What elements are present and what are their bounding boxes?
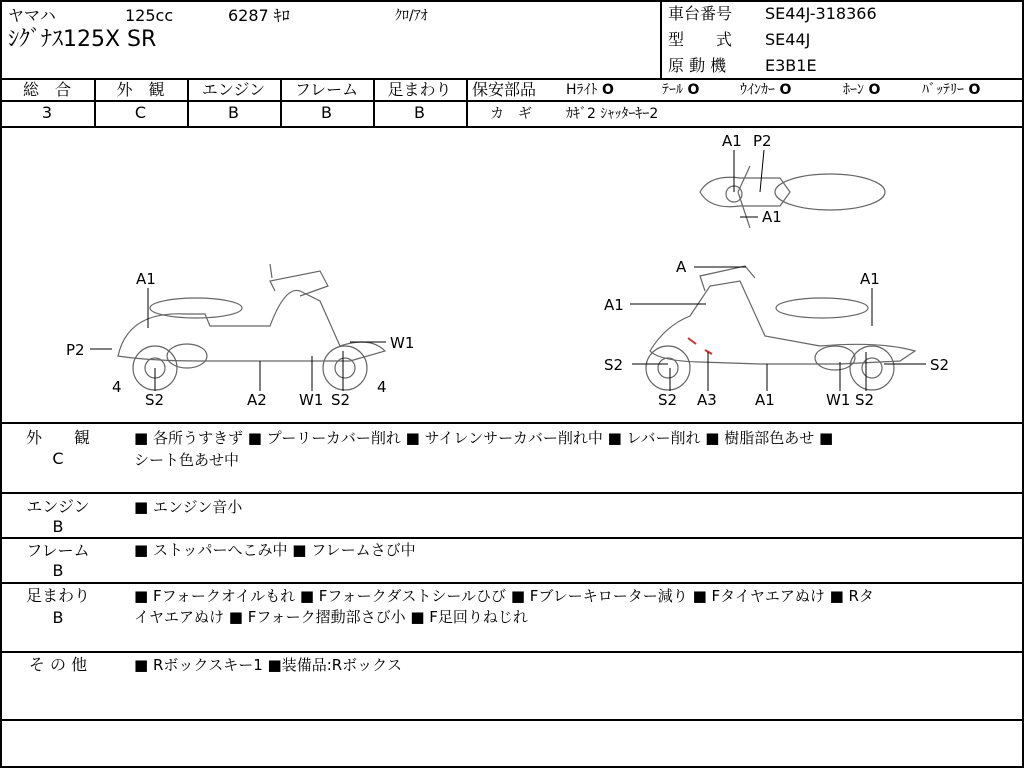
scooter-top-view <box>700 166 885 228</box>
displacement: 125cc <box>125 6 174 25</box>
leader-lines <box>90 150 926 391</box>
note-grade-engine: B <box>52 517 64 536</box>
rule <box>0 492 1024 494</box>
chassis-value: SE44J-318366 <box>765 4 877 23</box>
scooter-left-view <box>118 264 385 390</box>
note-grade-exterior: C <box>52 449 64 468</box>
engine-value: E3B1E <box>765 56 817 75</box>
model-name: ｼｸﾞﾅｽ125X SR <box>8 27 157 52</box>
rule <box>0 651 1024 653</box>
label-right-a1c: A1 <box>860 270 880 288</box>
grade-value-exterior: C <box>134 103 147 122</box>
safety-item: Hﾗｲﾄ O <box>566 82 614 98</box>
rule <box>0 422 1024 424</box>
label-right-a1b: A1 <box>755 391 775 409</box>
label-left-a2: A2 <box>247 391 267 409</box>
mileage: 6287 ｷﾛ <box>228 6 290 25</box>
note-label-frame: フレーム <box>26 541 90 560</box>
label-right-w1: W1 <box>826 391 851 409</box>
note-text-exterior: ■ 各所うすきず ■ プーリーカバー削れ ■ サイレンサーカバー削れ中 ■ レバー削れ ■ 樹脂部色あせ ■ <box>134 429 834 447</box>
label-left-s2b: S2 <box>331 391 351 409</box>
grade-label-suspension: 足まわり <box>387 80 452 99</box>
label-left-4: 4 <box>112 378 122 396</box>
label-top-a1: A1 <box>722 132 742 150</box>
note-text-suspension: ■ Fフォークオイルもれ ■ Fフォークダストシールひび ■ Fブレーキローター減り ■ Fタイヤエアぬけ ■ Rタ <box>134 587 874 605</box>
color: ｸﾛ/ｱｵ <box>395 8 428 24</box>
note-text-other: ■ Rボックスキー1 ■装備品:Rボックス <box>134 656 403 674</box>
label-right-a1: A1 <box>604 296 624 314</box>
rule <box>0 719 1024 721</box>
label-right-s2b: S2 <box>658 391 678 409</box>
grade-value-suspension: B <box>414 103 425 122</box>
grade-label-engine: エンジン <box>201 80 266 99</box>
rule <box>467 100 1024 102</box>
label-right-a3: A3 <box>697 391 717 409</box>
note-text-suspension-2: イヤエアぬけ ■ Fフォーク摺動部さび小 ■ F足回りねじれ <box>134 608 528 626</box>
note-label-exterior: 外 観 <box>25 428 90 447</box>
note-text-exterior-2: シート色あせ中 <box>134 451 240 469</box>
damage-marks <box>688 338 712 354</box>
maker: ヤマハ <box>8 6 56 25</box>
note-grade-suspension: B <box>52 608 64 627</box>
grade-label-frame: フレーム <box>294 80 359 99</box>
note-grade-frame: B <box>52 561 64 580</box>
grade-label-overall: 総 合 <box>22 80 71 99</box>
grade-value-engine: B <box>228 103 239 122</box>
label-right-s2c: S2 <box>855 391 875 409</box>
label-left-s2: S2 <box>145 391 165 409</box>
label-left-w1: W1 <box>299 391 324 409</box>
safety-item: ﾊﾞｯﾃﾘｰ O <box>922 82 981 98</box>
note-label-other: そ の 他 <box>28 655 88 674</box>
rule <box>0 582 1024 584</box>
label-right-s2: S2 <box>604 356 624 374</box>
label-top-a1b: A1 <box>762 208 782 226</box>
engine-label: 原 動 機 <box>668 56 727 75</box>
divider <box>466 78 468 126</box>
safety-label: 保安部品 <box>472 80 537 99</box>
header-divider <box>660 0 662 78</box>
type-label: 型 式 <box>668 30 733 49</box>
label-left-w1b: W1 <box>390 334 415 352</box>
rule <box>0 100 467 102</box>
safety-item: ｳｲﾝｶｰ O <box>740 82 792 98</box>
key-value: ｶｷﾞ2 ｼｬｯﾀｰｷｰ2 <box>566 106 659 122</box>
safety-item: ﾃｰﾙ O <box>662 82 700 98</box>
label-top-p2: P2 <box>753 132 772 150</box>
label-left-4b: 4 <box>377 378 387 396</box>
note-text-engine: ■ エンジン音小 <box>134 498 243 516</box>
label-left-p2: P2 <box>66 341 85 359</box>
grade-value-overall: 3 <box>41 103 53 122</box>
note-text-frame: ■ ストッパーへこみ中 ■ フレームさび中 <box>134 541 416 559</box>
note-label-engine: エンジン <box>26 497 90 516</box>
grade-label-exterior: 外 観 <box>116 80 165 99</box>
label-right-a: A <box>676 258 687 276</box>
type-value: SE44J <box>765 30 811 49</box>
label-left-a1: A1 <box>136 270 156 288</box>
damage-diagram <box>0 126 1024 422</box>
note-label-suspension: 足まわり <box>25 586 90 605</box>
chassis-label: 車台番号 <box>668 4 733 23</box>
safety-item: ﾎｰﾝ O <box>843 82 881 98</box>
key-label: カ ギ <box>490 106 532 122</box>
label-right-s2d: S2 <box>930 356 950 374</box>
grade-value-frame: B <box>321 103 332 122</box>
